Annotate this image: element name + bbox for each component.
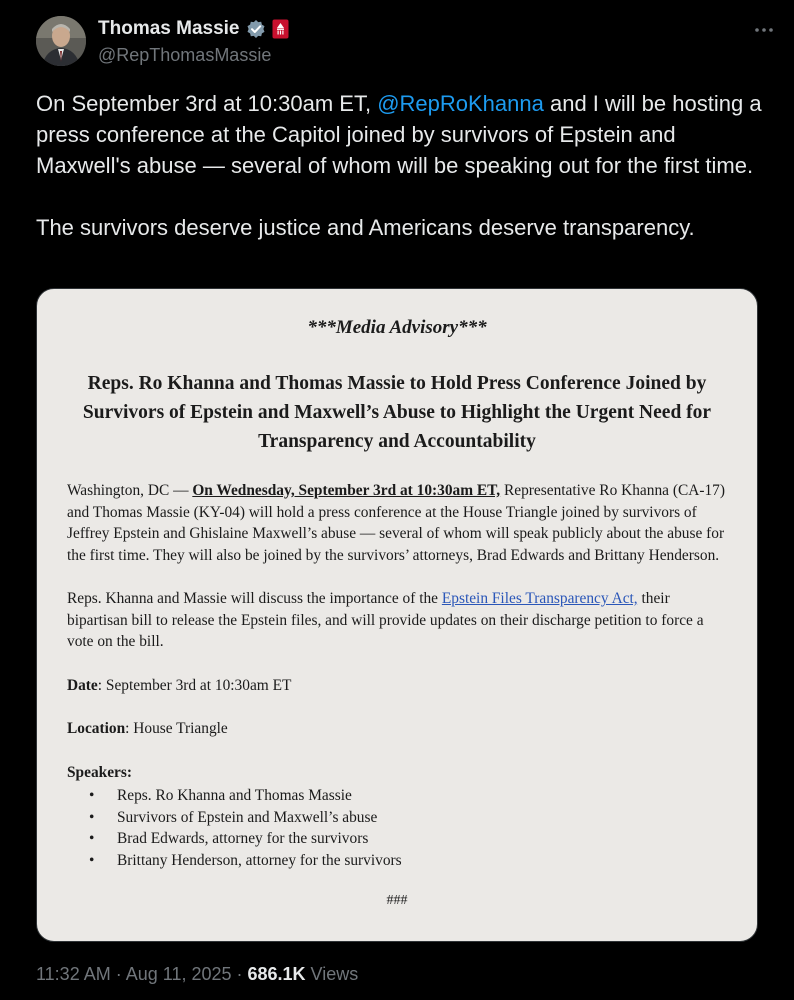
verified-badge-icon	[246, 19, 266, 39]
speaker-item: • Brittany Henderson, attorney for the survivors	[67, 850, 727, 872]
text-part: Representative Ro Khanna (CA-17) and Thomas Massie (KY-04) will hold a press conference at the House Triangle joined by survivors of Jeffrey Epstein and Ghislaine Maxwell’s abuse — several of whom will speak publicly about the abuse for the first time. They will also be joined by the survivors’ attorneys, Brad Edwards and Brittany Henderson.	[67, 482, 725, 564]
speaker-item: • Brad Edwards, attorney for the survivors	[67, 828, 727, 850]
mention-link[interactable]: @RepRoKhanna	[377, 91, 544, 116]
date-value: : September 3rd at 10:30am ET	[97, 676, 292, 694]
advisory-title: ***Media Advisory***	[307, 317, 487, 338]
act-link: Epstein Files Transparency Act,	[441, 590, 638, 607]
views-label: Views	[305, 964, 359, 984]
post-time[interactable]: 11:32 AM	[36, 964, 111, 984]
location-label: Location	[67, 720, 126, 737]
tweet-text-part: On September 3rd at 10:30am ET,	[36, 91, 378, 116]
tweet-text-part: and I will be hosting a press conference at the Capitol joined by survivors of Epstein and Maxwell's abuse — several of whom will be speaking out for the first time.	[36, 91, 762, 178]
tweet-meta	[36, 964, 358, 985]
text-part: Reps. Khanna and Massie will discuss the importance of the	[67, 590, 442, 607]
location-value: : House Triangle	[125, 720, 228, 737]
speaker-item: • Reps. Ro Khanna and Thomas Massie	[67, 785, 727, 807]
avatar[interactable]	[36, 16, 86, 66]
date-field	[67, 675, 727, 697]
location-field	[67, 718, 727, 740]
handle[interactable]: @RepThomasMassie	[98, 45, 272, 65]
views-count[interactable]: 686.1K	[247, 964, 306, 984]
tweet-text	[36, 88, 766, 243]
speaker-item: • Survivors of Epstein and Maxwell’s abuse	[67, 807, 727, 829]
media-advisory-document	[67, 313, 727, 909]
display-name[interactable]: Thomas Massie	[98, 18, 240, 39]
more-options-icon[interactable]	[752, 20, 776, 40]
advisory-paragraph	[67, 480, 727, 566]
separator: ·	[231, 964, 248, 984]
tweet-text-line: The survivors deserve justice and Americans deserve transparency.	[36, 215, 695, 240]
date-label: Date	[67, 676, 98, 694]
government-flag-icon	[272, 19, 289, 39]
separator: ·	[110, 964, 126, 984]
speakers-list	[67, 785, 727, 871]
name-row	[98, 18, 289, 40]
speakers-label: Speakers:	[67, 763, 132, 781]
text-part: Washington, DC —	[67, 482, 193, 499]
post-date[interactable]: Aug 11, 2025	[125, 964, 232, 984]
text-part: their bipartisan bill to release the Epstein files, and will provide updates on their discharge petition to force a vote on the bill.	[67, 590, 704, 650]
advisory-paragraph	[67, 588, 727, 653]
tweet-header	[36, 14, 776, 70]
underlined-date: On Wednesday, September 3rd at 10:30am ET,	[192, 482, 501, 499]
end-mark: ###	[386, 893, 408, 908]
media-image[interactable]	[36, 288, 758, 942]
advisory-headline: Reps. Ro Khanna and Thomas Massie to Hold Press Conference Joined by Survivors of Epstein and Maxwell’s Abuse to Highlight the Urgent Need for Transparency and Accountability	[82, 373, 712, 452]
